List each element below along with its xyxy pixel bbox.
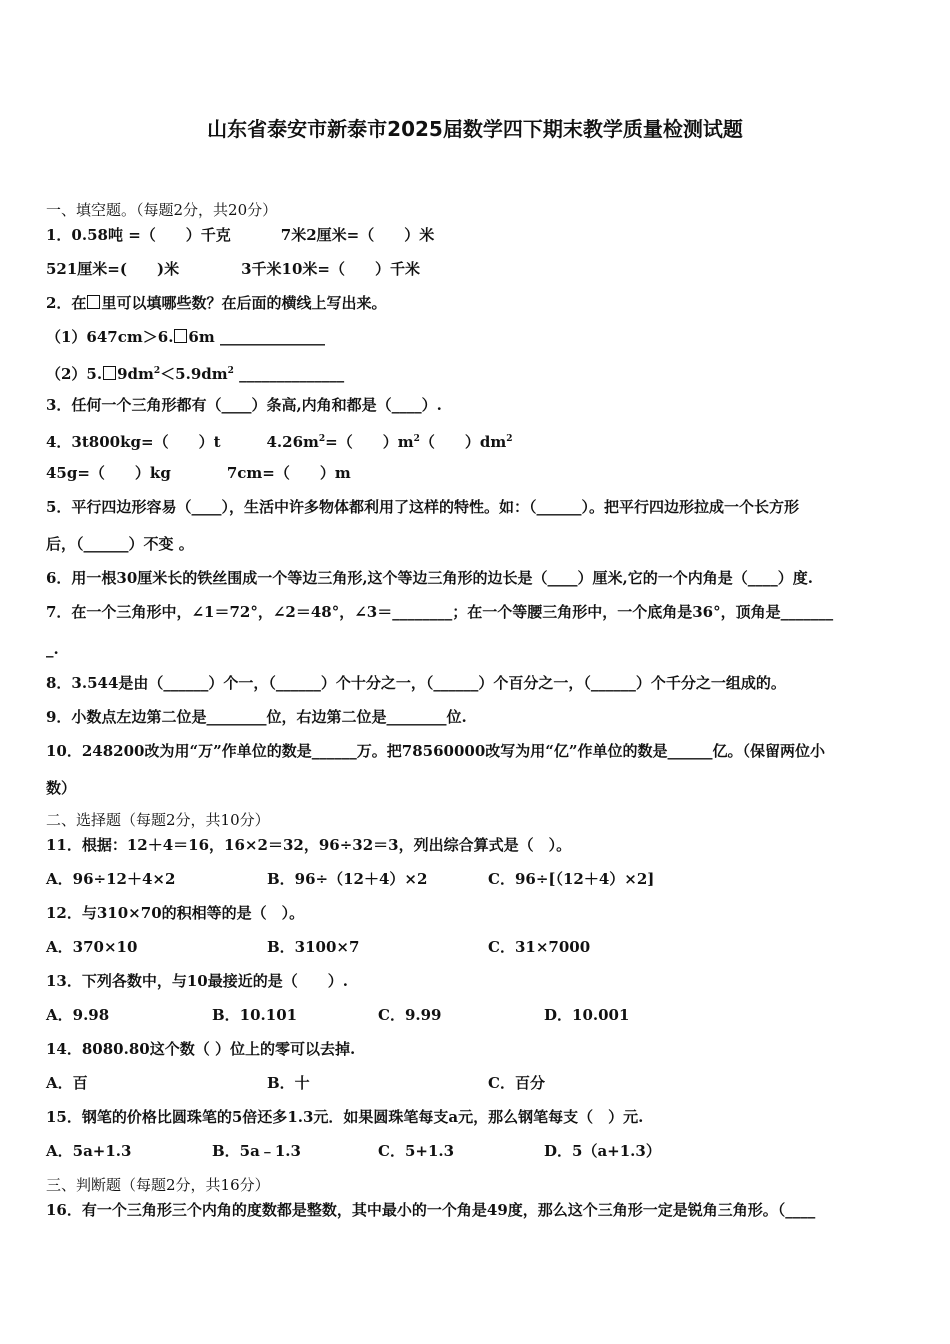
question-3: 3．任何一个三角形都有（____）条高,内角和都是（____）.	[46, 396, 442, 414]
question-5-line-2: 后，（______）不变 。	[46, 535, 194, 553]
superscript: 2	[227, 366, 234, 376]
question-1-line-1	[46, 224, 908, 258]
question-4-line-2	[46, 462, 908, 496]
question-2-part-1	[46, 326, 908, 360]
question-11-options	[46, 868, 908, 902]
question-7-line-2: _.	[46, 640, 59, 658]
question-6: 6．用一根30厘米长的铁丝围成一个等边三角形,这个等边三角形的边长是（____）厘米,它的一个内角是（____）度.	[46, 569, 813, 587]
question-4-part-b1: 4.26m	[266, 433, 319, 451]
question-2-stem	[46, 292, 908, 326]
option-c[interactable]: C．百分	[488, 1074, 545, 1092]
option-b[interactable]: B．10.101	[212, 1006, 298, 1024]
option-c[interactable]: C．5+1.3	[378, 1142, 455, 1160]
blank-box-icon	[174, 329, 187, 343]
question-14-options	[46, 1072, 908, 1106]
section-heading-true-false: 三、判断题（每题2分，共16分）	[46, 1176, 270, 1194]
option-d[interactable]: D．10.001	[544, 1006, 630, 1024]
question-2-part-2-text-d: ______________	[233, 365, 345, 383]
superscript: 2	[506, 434, 513, 444]
question-12-options	[46, 936, 908, 970]
superscript: 2	[153, 366, 161, 376]
question-2-part-2-text-a: （2）5.	[46, 365, 103, 383]
question-2-part-1-text-b: 6m ______________	[188, 328, 325, 346]
option-d[interactable]: D．5（a+1.3）	[544, 1142, 661, 1160]
option-a[interactable]: A．百	[46, 1074, 88, 1092]
question-15-stem: 15．钢笔的价格比圆珠笔的5倍还多1.3元．如果圆珠笔每支a元，那么钢笔每支（ ）元.	[46, 1108, 644, 1126]
option-c[interactable]: C．96÷[（12＋4）×2]	[488, 870, 655, 888]
option-c[interactable]: C．9.99	[378, 1006, 442, 1024]
question-1-part-c: 521厘米=( )米	[46, 260, 180, 278]
question-4-part-b3: （ ）dm	[419, 433, 507, 451]
question-15-options	[46, 1140, 908, 1174]
question-14-stem: 14．8080.80这个数（ ）位上的零可以去掉.	[46, 1040, 356, 1058]
question-13-options	[46, 1004, 908, 1038]
option-a[interactable]: A．96÷12＋4×2	[46, 870, 176, 888]
question-12-stem: 12．与310×70的积相等的是（ ）。	[46, 904, 305, 922]
question-5-line-1: 5．平行四边形容易（____），生活中许多物体都利用了这样的特性。如：（______）。把平行四边形拉成一个长方形	[46, 498, 799, 516]
question-2-part-2	[46, 360, 908, 394]
question-9: 9．小数点左边第二位是________位，右边第二位是________位.	[46, 708, 467, 726]
option-a[interactable]: A．5a+1.3	[46, 1142, 132, 1160]
question-2-part-1-text-a: （1）647cm＞6.	[46, 328, 174, 346]
option-b[interactable]: B．3100×7	[267, 938, 360, 956]
question-13-stem: 13．下列各数中，与10最接近的是（ ）.	[46, 972, 348, 990]
question-4-part-d: 7cm=（ ）m	[226, 464, 351, 482]
page-title: 山东省泰安市新泰市2025届数学四下期末教学质量检测试题	[207, 117, 743, 141]
option-b[interactable]: B．5a﹣1.3	[212, 1142, 301, 1160]
blank-box-icon	[103, 366, 116, 380]
question-4-part-b2: =（ ）m	[325, 433, 414, 451]
option-b[interactable]: B．十	[267, 1074, 310, 1092]
superscript: 2	[318, 434, 326, 444]
question-1-part-d: 3千米10米=（ ）千米	[241, 260, 420, 278]
question-7-line-1: 7．在一个三角形中，∠1＝72°，∠2＝48°，∠3＝________；在一个等腰三角形中，一个底角是36°，顶角是_______	[46, 603, 834, 621]
question-4-line-1	[46, 428, 908, 462]
superscript: 2	[413, 434, 420, 444]
question-2-part-2-text-b: 9dm	[117, 365, 154, 383]
question-4-part-c: 45g=（ ）kg	[46, 464, 171, 482]
question-1-part-a: 1．0.58吨 =（ ）千克	[46, 226, 231, 244]
blank-box-icon	[87, 295, 100, 309]
question-10-line-1: 10．248200改为用“万”作单位的数是______万。把78560000改写为用“亿”作单位的数是______亿。（保留两位小	[46, 742, 826, 760]
exam-content	[46, 199, 908, 1233]
option-a[interactable]: A．9.98	[46, 1006, 110, 1024]
option-b[interactable]: B．96÷（12＋4）×2	[267, 870, 428, 888]
question-11-stem: 11．根据：12＋4＝16，16×2＝32，96÷32＝3，列出综合算式是（ ）。	[46, 836, 572, 854]
question-10-line-2: 数）	[46, 779, 77, 797]
question-16: 16．有一个三角形三个内角的度数都是整数，其中最小的一个角是49度，那么这个三角形一定是锐角三角形。（____	[46, 1201, 816, 1219]
question-2-stem-text-b: 里可以填哪些数？在后面的横线上写出来。	[101, 294, 387, 312]
question-2-stem-text-a: 2．在	[46, 294, 87, 312]
section-heading-choice: 二、选择题（每题2分，共10分）	[46, 811, 270, 829]
question-4-part-a: 4．3t800kg=（ ）t	[46, 433, 221, 451]
question-2-part-2-text-c: ＜5.9dm	[160, 365, 228, 383]
question-8: 8．3.544是由（______）个一，（______）个十分之一，（______）个百分之一，（______）个千分之一组成的。	[46, 674, 786, 692]
question-1-part-b: 7米2厘米=（ ）米	[280, 226, 435, 244]
section-heading-fill-blank: 一、填空题。（每题2分，共20分）	[46, 201, 278, 219]
option-c[interactable]: C．31×7000	[488, 938, 591, 956]
question-1-line-2	[46, 258, 908, 292]
option-a[interactable]: A．370×10	[46, 938, 138, 956]
